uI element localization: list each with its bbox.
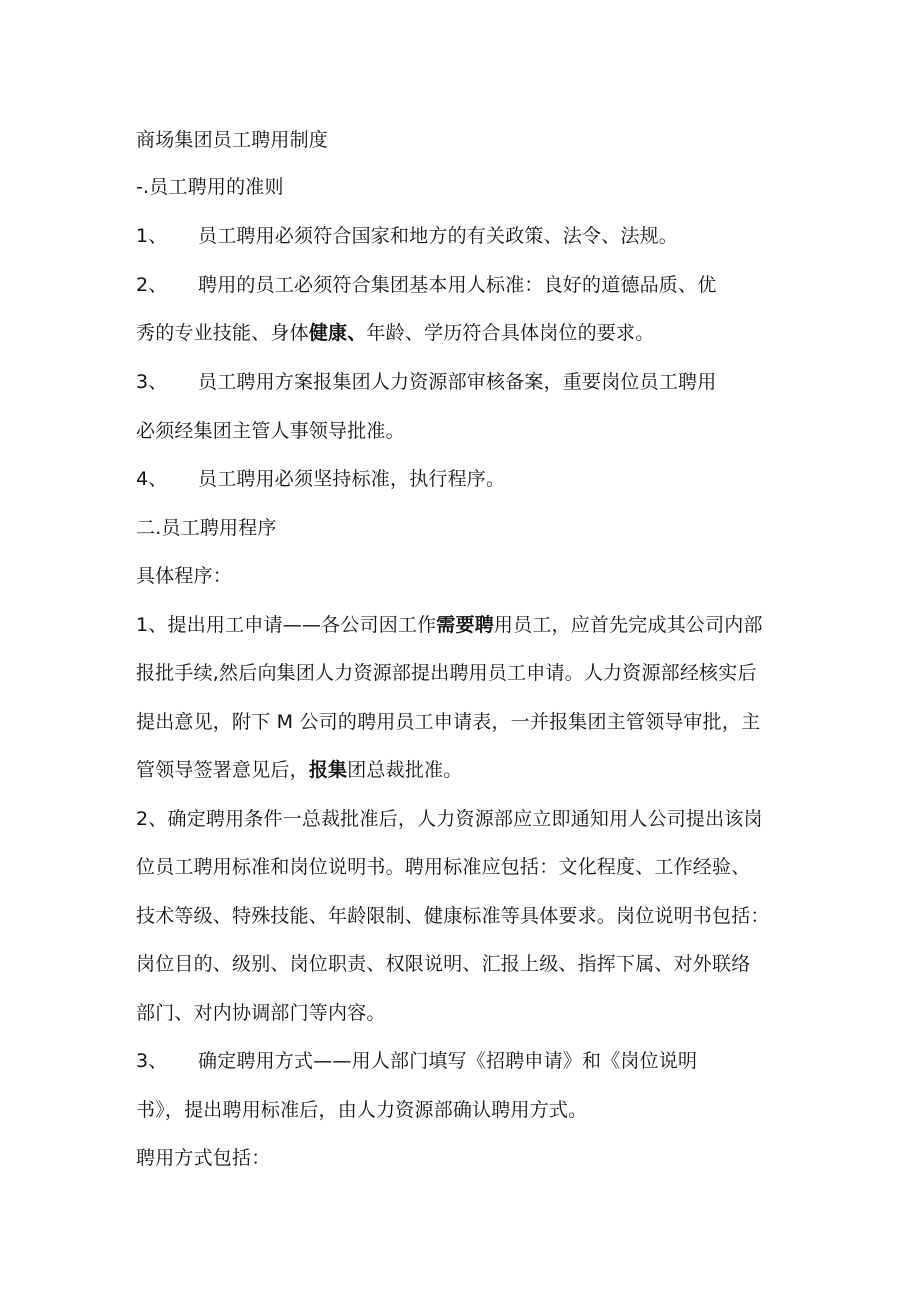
bold-text: 需要聘 <box>436 614 494 636</box>
item-text: 秀的专业技能、身体 <box>136 322 309 344</box>
item-text: 年龄、学历符合具体岗位的要求。 <box>366 322 655 344</box>
item-text: 员工聘用必须坚持标准，执行程序。 <box>198 468 506 490</box>
step-1-line-1 <box>136 612 763 638</box>
item-text: 聘用的员工必须符合集团基本用人标准：良好的道德品质、优 <box>198 274 717 296</box>
rule-item-4 <box>136 466 505 492</box>
step-3-line-2: 书》，提出聘用标准后，由人力资源部确认聘用方式。 <box>136 1099 588 1121</box>
step-text: 确定聘用方式——用人部门填写《招聘申请》和《岗位说明 <box>198 1050 698 1072</box>
rule-item-2-line-2 <box>136 320 654 346</box>
item-text: 员工聘用必须符合国家和地方的有关政策、法令、法规。 <box>198 225 679 247</box>
step-2-line-5: 部门、对内协调部门等内容。 <box>136 1002 386 1024</box>
step-text: 团总裁批准。 <box>347 759 463 781</box>
step-2-line-3: 技术等级、特殊技能、年龄限制、健康标准等具体要求。岗位说明书包括： <box>136 905 770 927</box>
step-2-line-1: 2、确定聘用条件一总裁批准后，人力资源部应立即通知用人公司提出该岗 <box>136 808 763 830</box>
step-2-line-4: 岗位目的、级别、岗位职责、权限说明、汇报上级、指挥下属、对外联络 <box>136 953 751 975</box>
section1-heading: -.员工聘用的准则 <box>136 176 284 198</box>
section2-heading: 二.员工聘用程序 <box>136 517 277 539</box>
document-title: 商场集团员工聘用制度 <box>136 129 329 151</box>
item-number: 2、 <box>136 274 168 296</box>
item-number: 4、 <box>136 468 168 490</box>
step-3-line-1 <box>136 1048 697 1074</box>
item-number: 1、 <box>136 225 168 247</box>
procedure-label: 具体程序： <box>136 565 233 587</box>
step-text: 1、提出用工申请——各公司因工作 <box>136 614 437 636</box>
bold-text: 健康、 <box>308 322 367 344</box>
rule-item-3-line-2: 必须经集团主管人事领导批准。 <box>136 420 405 442</box>
step-1-line-2: 报批手续,然后向集团人力资源部提出聘用员工申请。人力资源部经核实后 <box>136 662 757 684</box>
step-1-line-3: 提出意见，附下 M 公司的聘用员工申请表，一并报集团主管领导审批，主 <box>136 711 761 733</box>
item-number: 3、 <box>136 371 168 393</box>
rule-item-3-line-1 <box>136 369 716 395</box>
methods-label: 聘用方式包括： <box>136 1147 271 1169</box>
rule-item-1 <box>136 223 678 249</box>
step-text: 管领导签署意见后， <box>136 759 309 781</box>
item-number: 3、 <box>136 1050 168 1072</box>
step-text: 用员工，应首先完成其公司内部 <box>493 614 763 636</box>
bold-text: 报集 <box>308 759 348 781</box>
step-2-line-2: 位员工聘用标准和岗位说明书。聘用标准应包括：文化程度、工作经验、 <box>136 856 751 878</box>
rule-item-2-line-1 <box>136 272 716 298</box>
step-1-line-4 <box>136 757 462 783</box>
item-text: 员工聘用方案报集团人力资源部审核备案，重要岗位员工聘用 <box>198 371 717 393</box>
